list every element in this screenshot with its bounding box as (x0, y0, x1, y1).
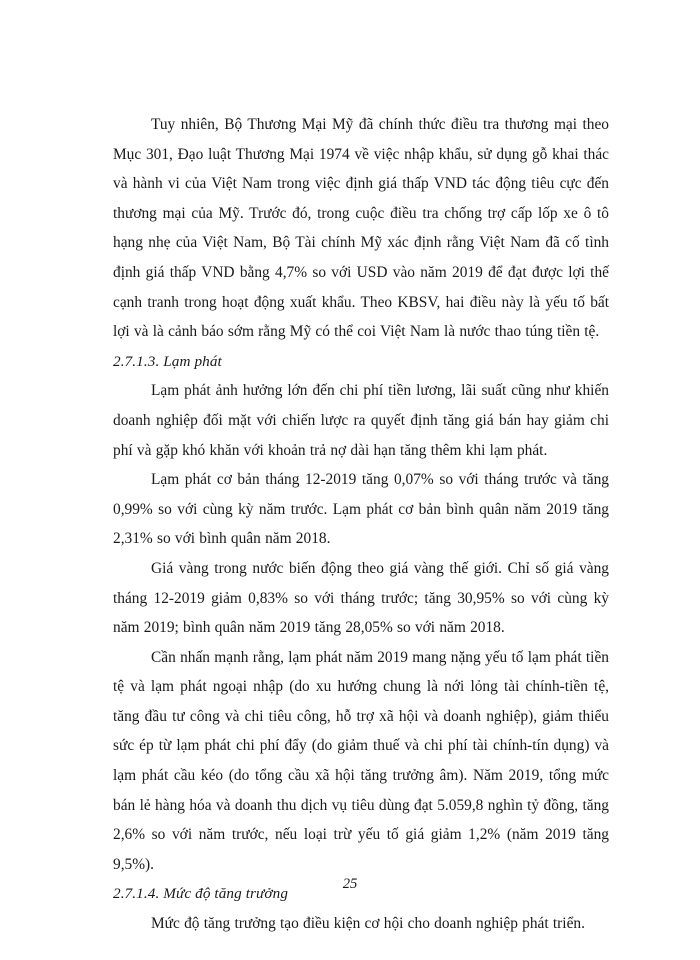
paragraph-growth-rate: Mức độ tăng trưởng tạo điều kiện cơ hội cho doanh nghiệp phát triển. (151, 915, 585, 933)
heading-2-7-1-4: 2.7.1.4. Mức độ tăng trưởng (113, 885, 289, 903)
paragraph-trade-investigation: Tuy nhiên, Bộ Thương Mại Mỹ đã chính thức điều tra thương mại theo Mục 301, Đạo luật Thương Mại 1974 về việc nhập khẩu, sử dụng gỗ khai thác và hành vi của Việt Nam trong việc định giá thấp VND tác động tiêu cực đến thương mại của Mỹ. Trước đó, trong cuộc điều tra chống trợ cấp lốp xe ô tô hạng nhẹ của Việt Nam, Bộ Tài chính Mỹ xác định rằng Việt Nam đã cố tình định giá thấp VND bằng 4,7% so với USD vào năm 2019 để đạt được lợi thế cạnh tranh trong hoạt động xuất khẩu. Theo KBSV, hai điều này là yếu tố bất lợi và là cảnh báo sớm rằng Mỹ có thể coi Việt Nam là nước thao túng tiền tệ. (113, 116, 609, 341)
page-number: 25 (342, 876, 358, 892)
paragraph-core-inflation: Lạm phát cơ bản tháng 12-2019 tăng 0,07% so với tháng trước và tăng 0,99% so với cùng kỳ năm trước. Lạm phát cơ bản bình quân năm 2019 tăng 2,31% so với bình quân năm 2018. (113, 471, 609, 548)
page-body (113, 110, 609, 939)
paragraph-gold-price: Giá vàng trong nước biến động theo giá vàng thế giới. Chỉ số giá vàng tháng 12-2019 giảm 0,83% so với tháng trước; tăng 30,95% so với cùng kỳ năm 2019; bình quân năm 2019 tăng 28,05% so với năm 2018. (113, 559, 609, 637)
paragraph-inflation-factors: Cần nhấn mạnh rằng, lạm phát năm 2019 mang nặng yếu tố lạm phát tiền tệ và lạm phát ngoại nhập (do xu hướng chung là nới lỏng tài chính-tiền tệ, tăng đầu tư công và chi tiêu công, hỗ trợ xã hội và doanh nghiệp), giảm thiểu sức ép từ lạm phát chi phí đẩy (do giảm thuế và chi phí tài chính-tín dụng) và lạm phát cầu kéo (do tổng cầu xã hội tăng trưởng âm). Năm 2019, tổng mức bán lẻ hàng hóa và doanh thu dịch vụ tiêu dùng đạt 5.059,8 nghìn tỷ đồng, tăng 2,6% so với năm trước, nếu loại trừ yếu tố giá giảm 1,2% (năm 2019 tăng 9,5%). (113, 648, 609, 873)
paragraph-inflation-impact: Lạm phát ảnh hưởng lớn đến chi phí tiền lương, lãi suất cũng như khiến doanh nghiệp đối mặt với chiến lược ra quyết định tăng giá bán hay giảm chi phí và gặp khó khăn với khoản trả nợ dài hạn tăng thêm khi lạm phát. (113, 382, 609, 459)
heading-2-7-1-3: 2.7.1.3. Lạm phát (113, 352, 222, 370)
